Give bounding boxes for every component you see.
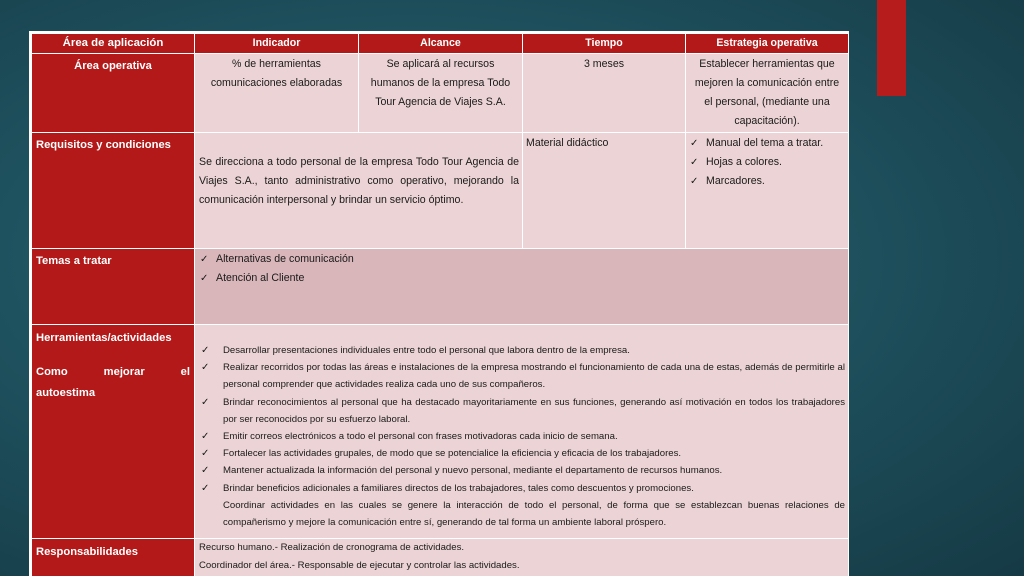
list-item: ✓ Marcadores. [688, 172, 845, 191]
list-item: ✓ Emitir correos electrónicos a todo el personal con frases motivadoras cada inicio de semana. [195, 428, 845, 445]
header-indicator: Indicador [195, 34, 359, 54]
header-strategy: Estrategia operativa [686, 34, 849, 54]
cell-strategy: Establecer herramientas que mejoren la comunicación entre el personal, (mediante una capacitación). [686, 54, 849, 133]
list-item: ✓ Manual del tema a tratar. [688, 134, 845, 153]
activities-extra-text: Coordinar actividades en las cuales se genere la interacción de todo el personal, de forma que se establezcan buenas relaciones de compañerismo y mejore la comunicación entre sí, generando de tal forma un ambiente laboral próspero. [223, 499, 845, 529]
list-item: ✓ Fortalecer las actividades grupales, de modo que se potencialice la eficiencia y eficacia de los trabajadores. [195, 445, 845, 462]
list-item: ✓ Mantener actualizada la información del personal y nuevo personal, mediante el departamento de recursos humanos. [195, 462, 845, 479]
cell-temas [195, 249, 849, 325]
decorative-accent-bar [877, 0, 906, 96]
list-item: ✓ Brindar reconocimientos al personal que ha destacado mayoritariamente en sus funciones, generando así motivación en todos los trabajadores por ser reconocidos por su esfuerzo laboral. [195, 394, 845, 428]
application-area-table [31, 33, 849, 576]
list-item: ✓ Brindar beneficios adicionales a familiares directos de los trabajadores, tales como descuentos y promociones. [195, 480, 845, 497]
check-icon: ✓ [200, 273, 209, 284]
table-row-requisitos [32, 133, 849, 249]
check-icon: ✓ [690, 138, 699, 149]
table-row-operativa [32, 54, 849, 133]
slide-table-sheet [29, 31, 849, 576]
autoestima-label: autoestima [36, 387, 96, 399]
list-item: ✓ Atención al Cliente [198, 269, 845, 288]
table-row-responsabilidades [32, 539, 849, 576]
activities-list [195, 342, 845, 497]
list-item: ✓ Realizar recorridos por todas las áreas e instalaciones de la empresa mostrando el funcionamiento de cada una de estas, además de permitirle al personal comprender que actividades realiza cada uno de sus compañeros. [195, 359, 845, 393]
header-scope: Alcance [359, 34, 523, 54]
cell-materials [686, 133, 849, 249]
list-item: ✓ Hojas a colores. [688, 153, 845, 172]
cell-time: 3 meses [523, 54, 686, 133]
list-item: ✓ Desarrollar presentaciones individuales entre todo el personal que labora dentro de la empresa. [195, 342, 845, 359]
header-time: Tiempo [523, 34, 686, 54]
row-label-responsabilidades: Responsabilidades [32, 539, 195, 576]
responsibility-line: Recurso humano.- Realización de cronograma de actividades. [199, 542, 465, 553]
check-icon: ✓ [201, 396, 210, 408]
check-icon: ✓ [690, 176, 699, 187]
cell-responsabilidades [195, 539, 849, 576]
table-row-temas [32, 249, 849, 325]
responsibility-line: Coordinador del área.- Responsable de ejecutar y controlar las actividades. [199, 559, 520, 571]
row-label-temas: Temas a tratar [32, 249, 195, 325]
autoestima-label-line: Como mejorar el [36, 366, 190, 378]
header-area: Área de aplicación [32, 34, 195, 54]
check-icon: ✓ [201, 345, 210, 356]
check-icon: ✓ [200, 254, 209, 265]
herramientas-label: Herramientas/actividades [36, 332, 172, 344]
cell-requisitos-description: Se direcciona a todo personal de la empresa Todo Tour Agencia de Viajes S.A., tanto administrativo como operativo, mejorando la comunicación interpersonal y brindar un servicio óptimo. [195, 133, 523, 249]
check-icon: ✓ [690, 157, 699, 168]
row-label-herramientas [32, 325, 195, 539]
cell-herramientas [195, 325, 849, 539]
cell-indicator: % de herramientas comunicaciones elaboradas [195, 54, 359, 133]
cell-scope: Se aplicará al recursos humanos de la empresa Todo Tour Agencia de Viajes S.A. [359, 54, 523, 133]
materials-list [688, 134, 845, 191]
check-icon: ✓ [201, 431, 210, 443]
check-icon: ✓ [201, 465, 210, 477]
row-label-operativa: Área operativa [32, 54, 195, 133]
temas-list [198, 250, 845, 288]
check-icon: ✓ [201, 482, 210, 494]
check-icon: ✓ [201, 362, 210, 374]
table-row-herramientas [32, 325, 849, 539]
row-label-requisitos: Requisitos y condiciones [32, 133, 195, 249]
table-header-row [32, 34, 849, 54]
cell-material-label: Material didáctico [523, 133, 686, 249]
list-item: ✓ Alternativas de comunicación [198, 250, 845, 269]
check-icon: ✓ [201, 448, 210, 460]
